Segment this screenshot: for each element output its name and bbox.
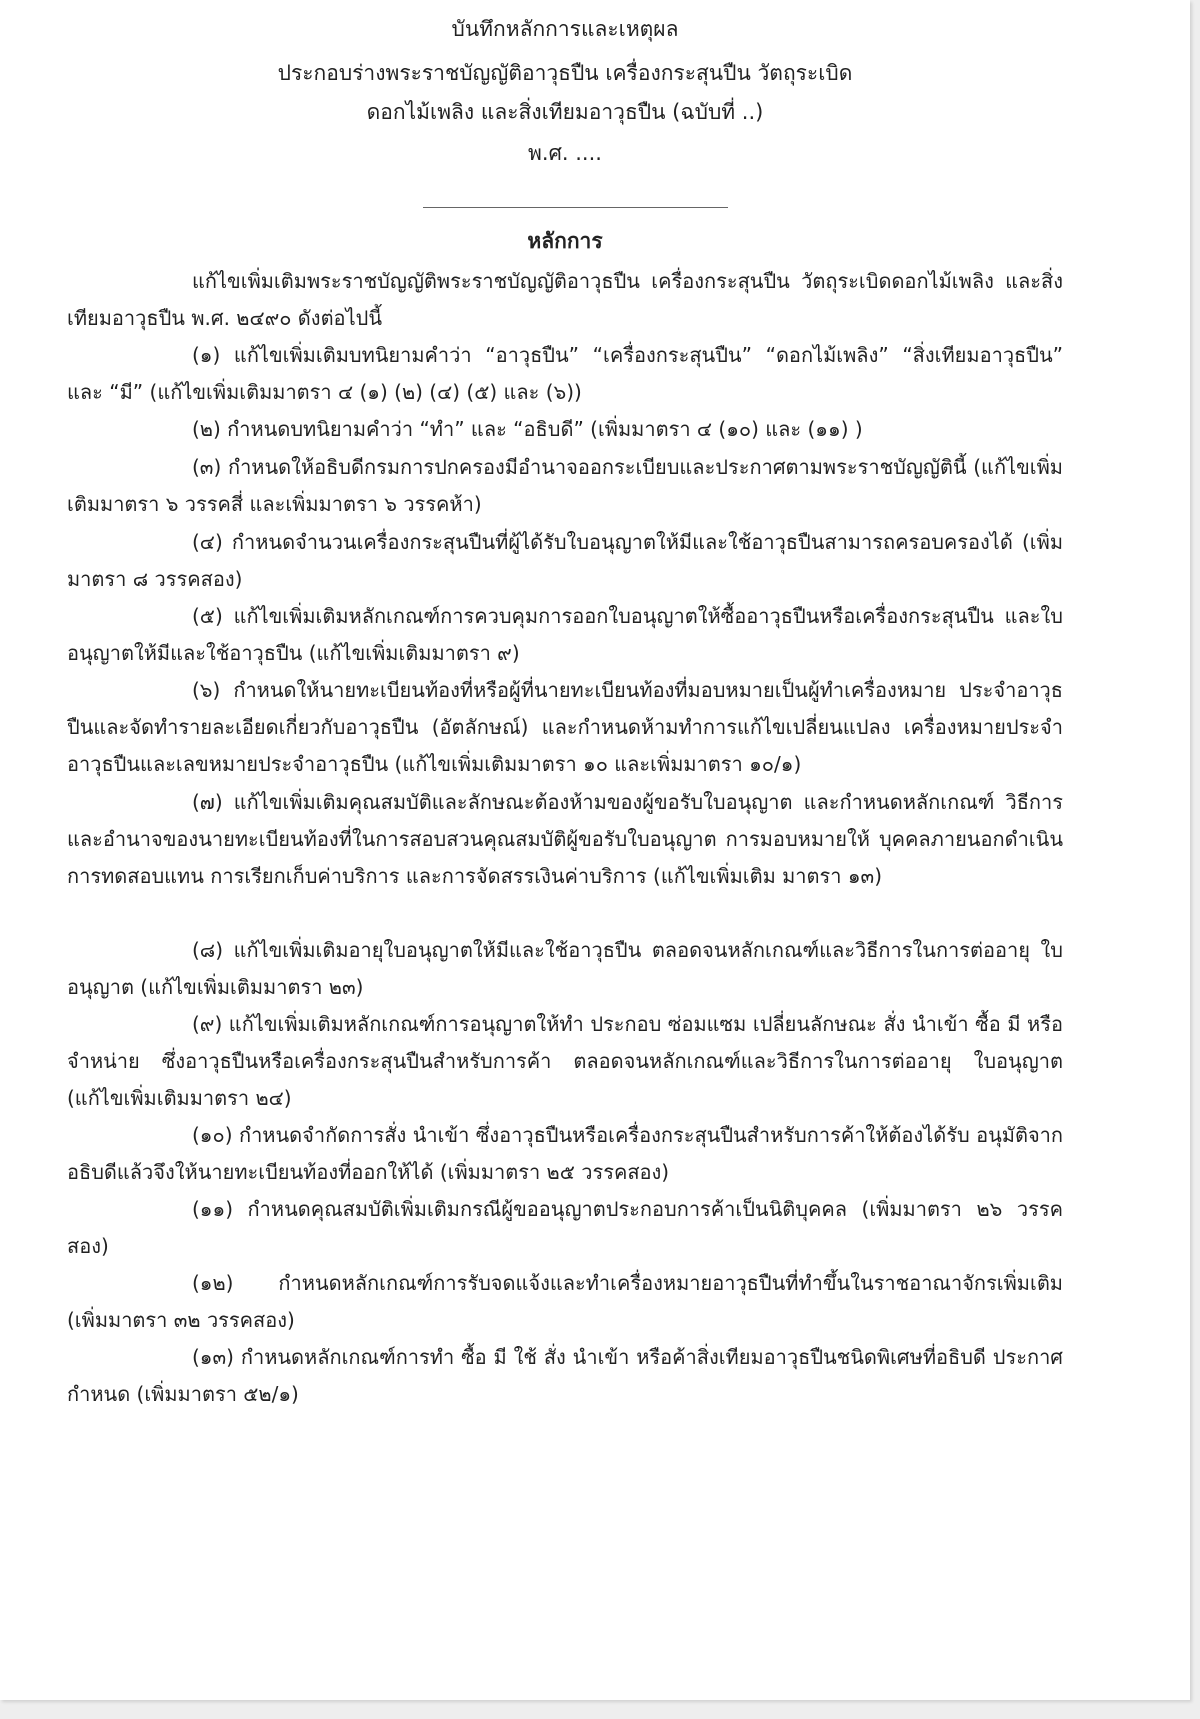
list-item: (๑๑) กำหนดคุณสมบัติเพิ่มเติมกรณีผู้ขออนุญาตประกอบการค้าเป็นนิติบุคคล (เพิ่มมาตรา ๒๖ วรรคสอง)	[67, 1197, 1063, 1258]
list-item: (๑๒) กำหนดหลักเกณฑ์การรับจดแจ้งและทำเครื่องหมายอาวุธปืนที่ทำขึ้นในราชอาณาจักรเพิ่มเติม (เพิ่มมาตรา ๓๒ วรรคสอง)	[67, 1271, 1063, 1332]
list-item: (๓) กำหนดให้อธิบดีกรมการปกครองมีอำนาจออกระเบียบและประกาศตามพระราชบัญญัตินี้ (แก้ไขเพิ่มเติมมาตรา ๖ วรรคสี่ และเพิ่มมาตรา ๖ วรรคห้า)	[67, 455, 1063, 516]
title-divider	[423, 207, 728, 208]
list-item: (๗) แก้ไขเพิ่มเติมคุณสมบัติและลักษณะต้องห้ามของผู้ขอรับใบอนุญาต และกำหนดหลักเกณฑ์ วิธีการ และอำนาจของนายทะเบียนท้องที่ในการสอบสวนคุณสมบัติผู้ขอรับใบอนุญาต การมอบหมายให้ บุคคลภายนอกดำเนินการทดสอบแทน การเรียกเก็บค่าบริการ และการจัดสรรเงินค่าบริการ (แก้ไขเพิ่มเติม มาตรา ๑๓)	[67, 790, 1063, 888]
document-subtitle: ประกอบร่างพระราชบัญญัติอาวุธปืน เครื่องกระสุนปืน วัตถุระเบิด	[277, 61, 853, 85]
list-item: (๑๓) กำหนดหลักเกณฑ์การทำ ซื้อ มี ใช้ สั่ง นำเข้า หรือค้าสิ่งเทียมอาวุธปืนชนิดพิเศษที่อธิบดี ประกาศกำหนด (เพิ่มมาตรา ๕๒/๑)	[67, 1345, 1063, 1406]
document-title: บันทึกหลักการและเหตุผล	[451, 17, 679, 41]
list-item: (๘) แก้ไขเพิ่มเติมอายุใบอนุญาตให้มีและใช้อาวุธปืน ตลอดจนหลักเกณฑ์และวิธีการในการต่ออายุ ใบอนุญาต (แก้ไขเพิ่มเติมมาตรา ๒๓)	[67, 938, 1063, 999]
list-item: (๒) กำหนดบทนิยามคำว่า “ทำ” และ “อธิบดี” (เพิ่มมาตรา ๔ (๑๐) และ (๑๑) )	[192, 417, 863, 441]
list-item: (๕) แก้ไขเพิ่มเติมหลักเกณฑ์การควบคุมการออกใบอนุญาตให้ซื้ออาวุธปืนหรือเครื่องกระสุนปืน และใบอนุญาตให้มีและใช้อาวุธปืน (แก้ไขเพิ่มเติมมาตรา ๙)	[67, 604, 1063, 665]
intro-paragraph: แก้ไขเพิ่มเติมพระราชบัญญัติพระราชบัญญัติอาวุธปืน เครื่องกระสุนปืน วัตถุระเบิดดอกไม้เพลิง และสิ่งเทียมอาวุธปืน พ.ศ. ๒๔๙๐ ดังต่อไปนี้	[67, 269, 1063, 330]
section-heading: หลักการ	[527, 229, 603, 253]
list-item: (๑๐) กำหนดจำกัดการสั่ง นำเข้า ซึ่งอาวุธปืนหรือเครื่องกระสุนปืนสำหรับการค้าให้ต้องได้รับ อนุมัติจากอธิบดีแล้วจึงให้นายทะเบียนท้องที่ออกให้ได้ (เพิ่มมาตรา ๒๕ วรรคสอง)	[67, 1123, 1063, 1184]
list-item: (๔) กำหนดจำนวนเครื่องกระสุนปืนที่ผู้ได้รับใบอนุญาตให้มีและใช้อาวุธปืนสามารถครอบครองได้ (เพิ่มมาตรา ๘ วรรคสอง)	[67, 530, 1063, 591]
list-item: (๖) กำหนดให้นายทะเบียนท้องที่หรือผู้ที่นายทะเบียนท้องที่มอบหมายเป็นผู้ทำเครื่องหมาย ประจำอาวุธปืนและจัดทำรายละเอียดเกี่ยวกับอาวุธปืน (อัตลักษณ์) และกำหนดห้ามทำการแก้ไขเปลี่ยนแปลง เครื่องหมายประจำอาวุธปืนและเลขหมายประจำอาวุธปืน (แก้ไขเพิ่มเติมมาตรา ๑๐ และเพิ่มมาตรา ๑๐/๑)	[67, 678, 1063, 776]
list-item: (๙) แก้ไขเพิ่มเติมหลักเกณฑ์การอนุญาตให้ทำ ประกอบ ซ่อมแซม เปลี่ยนลักษณะ สั่ง นำเข้า ซื้อ มี หรือจำหน่าย ซึ่งอาวุธปืนหรือเครื่องกระสุนปืนสำหรับการค้า ตลอดจนหลักเกณฑ์และวิธีการในการต่ออายุ ใบอนุญาต (แก้ไขเพิ่มเติมมาตรา ๒๔)	[67, 1012, 1063, 1110]
list-item: (๑) แก้ไขเพิ่มเติมบทนิยามคำว่า “อาวุธปืน” “เครื่องกระสุนปืน” “ดอกไม้เพลิง” “สิ่งเทียมอาวุธปืน” และ “มี” (แก้ไขเพิ่มเติมมาตรา ๔ (๑) (๒) (๔) (๕) และ (๖))	[67, 343, 1063, 404]
document-year: พ.ศ. ....	[528, 141, 602, 165]
document-subtitle-cont: ดอกไม้เพลิง และสิ่งเทียมอาวุธปืน (ฉบับที่ ..)	[366, 100, 764, 124]
